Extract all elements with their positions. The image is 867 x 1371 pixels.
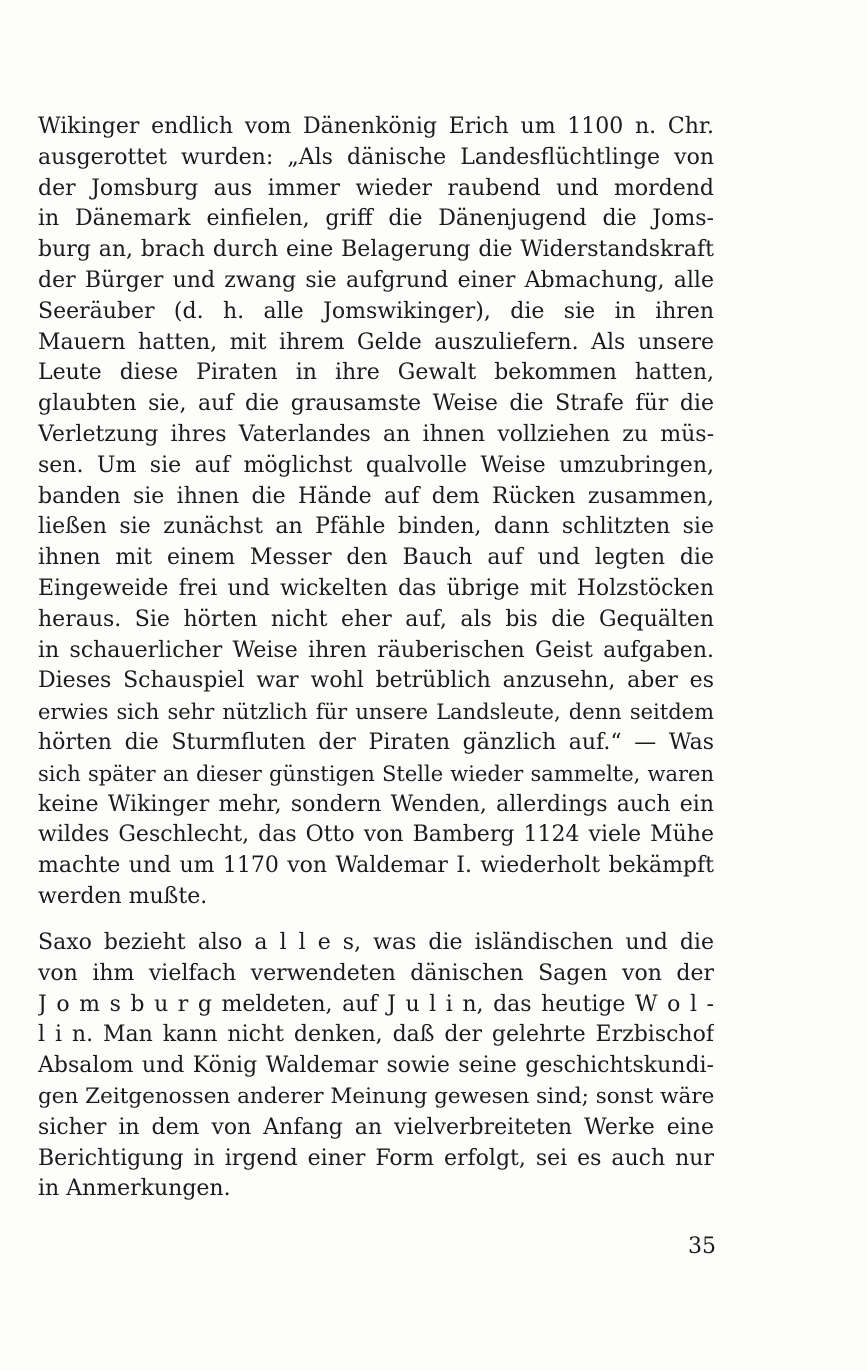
text-line: von ihm vielfach verwendeten dänischen Sagen von der bbox=[38, 960, 714, 986]
text-line: sich später an dieser günstigen Stelle wieder sammelte, waren bbox=[38, 761, 714, 786]
text-line: l i n. Man kann nicht denken, daß der gelehrte Erzbischof bbox=[38, 1022, 714, 1048]
text-line: J o m s b u r g meldeten, auf J u l i n, das heutige W o l - bbox=[38, 991, 714, 1017]
text-line: sen. Um sie auf möglichst qualvolle Weise umzubringen, bbox=[38, 452, 714, 478]
text-line: ließen sie zunächst an Pfähle binden, dann schlitzten sie bbox=[38, 514, 714, 540]
text-line: ausgerottet wurden: „Als dänische Landesflüchtlinge von bbox=[38, 144, 714, 170]
text-line: werden mußte. bbox=[38, 883, 208, 909]
text-line: Berichtigung in irgend einer Form erfolgt, sei es auch nur bbox=[38, 1145, 714, 1171]
paragraph-2 bbox=[38, 928, 714, 1205]
text-line: Eingeweide frei und wickelten das übrige mit Holzstöcken bbox=[38, 575, 714, 601]
text-line: in Anmerkungen. bbox=[38, 1176, 231, 1202]
text-line: sicher in dem von Anfang an vielverbreiteten Werke eine bbox=[38, 1114, 714, 1140]
text-line: der Jomsburg aus immer wieder raubend und mordend bbox=[38, 175, 714, 201]
text-line: Seeräuber (d. h. alle Jomswikinger), die sie in ihren bbox=[38, 298, 714, 324]
text-line: erwies sich sehr nützlich für unsere Landsleute, denn seitdem bbox=[38, 700, 714, 725]
text-line: banden sie ihnen die Hände auf dem Rücken zusammen, bbox=[38, 483, 714, 509]
text-line: keine Wikinger mehr, sondern Wenden, allerdings auch ein bbox=[38, 791, 714, 817]
text-line: Absalom und König Waldemar sowie seine geschichtskundi- bbox=[38, 1053, 714, 1079]
text-line: hörten die Sturmfluten der Piraten gänzlich auf.“ — Was bbox=[38, 729, 714, 755]
text-line: in Dänemark einfielen, griff die Dänenjugend die Joms- bbox=[38, 206, 714, 232]
text-line: Wikinger endlich vom Dänenkönig Erich um 1100 n. Chr. bbox=[38, 114, 714, 139]
paragraph-1 bbox=[38, 112, 714, 913]
text-line: Mauern hatten, mit ihrem Gelde auszuliefern. Als unsere bbox=[38, 329, 714, 355]
text-line: Verletzung ihres Vaterlandes an ihnen vollziehen zu müs- bbox=[38, 421, 714, 447]
text-line: burg an, brach durch eine Belagerung die Widerstandskraft bbox=[38, 237, 714, 263]
text-line: heraus. Sie hörten nicht eher auf, als bis die Gequälten bbox=[38, 606, 714, 632]
text-line: der Bürger und zwang sie aufgrund einer Abmachung, alle bbox=[38, 267, 714, 293]
text-line: Dieses Schauspiel war wohl betrüblich anzusehn, aber es bbox=[38, 668, 714, 694]
text-line: Leute diese Piraten in ihre Gewalt bekommen hatten, bbox=[38, 360, 714, 386]
text-line: glaubten sie, auf die grausamste Weise die Strafe für die bbox=[38, 391, 714, 417]
text-line: gen Zeitgenossen anderer Meinung gewesen sind; sonst wäre bbox=[38, 1083, 714, 1109]
text-line: wildes Geschlecht, das Otto von Bamberg 1124 viele Mühe bbox=[38, 822, 714, 848]
text-line: ihnen mit einem Messer den Bauch auf und legten die bbox=[38, 545, 714, 571]
page-number: 35 bbox=[688, 1234, 716, 1259]
text-line: Saxo bezieht also a l l e s, was die isländischen und die bbox=[38, 930, 714, 955]
text-line: in schauerlicher Weise ihren räuberischen Geist aufgaben. bbox=[38, 637, 714, 663]
text-line: machte und um 1170 von Waldemar I. wiederholt bekämpft bbox=[38, 853, 714, 879]
